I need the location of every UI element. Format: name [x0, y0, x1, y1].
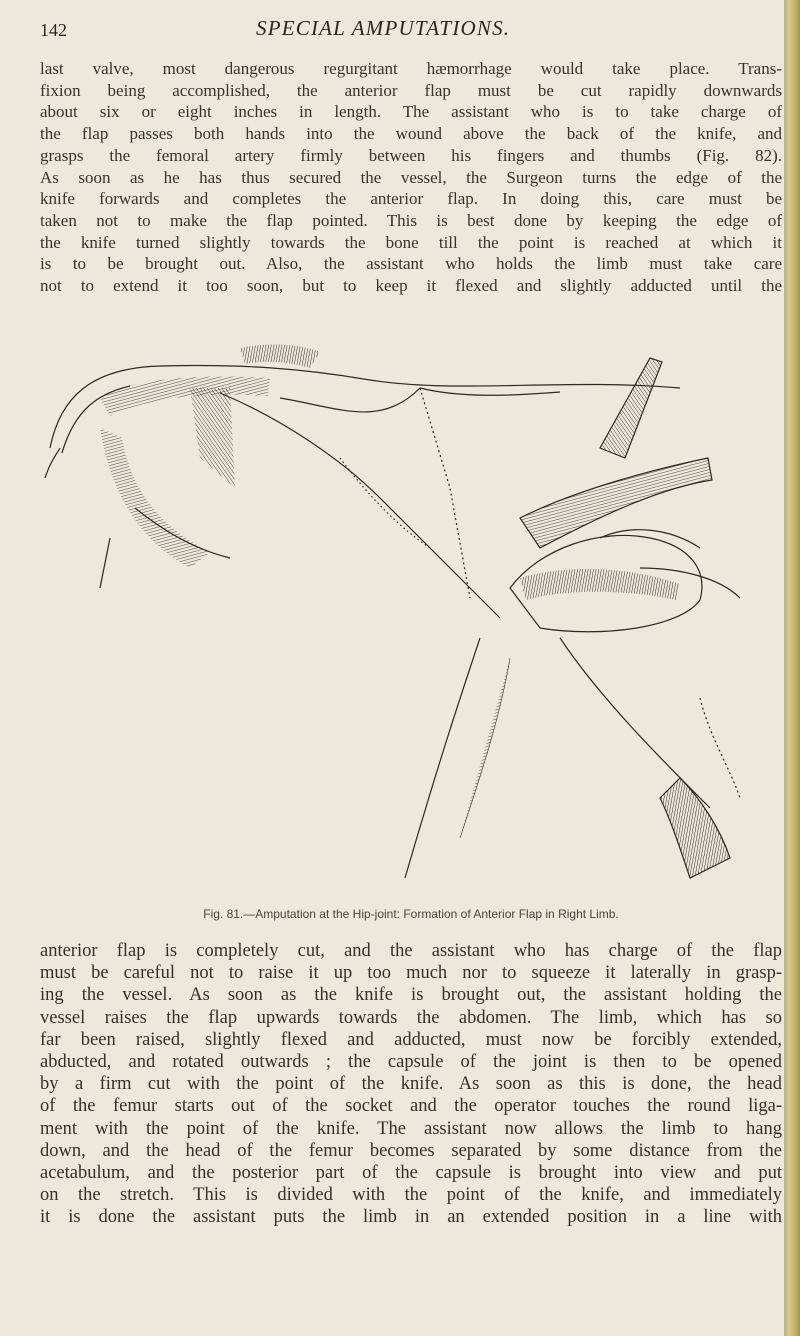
text-line: is to be brought out. Also, the assistant who holds the limb must take care — [40, 254, 782, 274]
text-line: not to extend it too soon, but to keep it flexed and slightly adducted until the — [40, 276, 782, 296]
text-line: vessel raises the flap upwards towards the abdomen. The limb, which has so — [40, 1007, 782, 1028]
text-line: by a firm cut with the point of the knife. As soon as this is done, the head — [40, 1074, 782, 1095]
text-line: far been raised, slightly flexed and adducted, must now be forcibly extended, — [40, 1029, 782, 1050]
text-line: of the femur starts out of the socket and the operator touches the round liga- — [40, 1096, 782, 1117]
text-line: must be careful not to raise it up too much nor to squeeze it laterally in grasp- — [40, 963, 782, 984]
text-line: it is done the assistant puts the limb in an extended position in a line with — [40, 1207, 782, 1228]
running-head: SPECIAL AMPUTATIONS. — [256, 16, 511, 40]
top-paragraph — [40, 58, 782, 297]
text-line: anterior flap is completely cut, and the assistant who has charge of the flap — [40, 941, 782, 961]
page-edge — [784, 0, 800, 1336]
text-line: the knife turned slightly towards the bone till the point is reached at which it — [40, 232, 782, 252]
page-header — [0, 14, 780, 44]
text-line: abducted, and rotated outwards ; the capsule of the joint is then to be opened — [40, 1052, 782, 1073]
text-line: knife forwards and completes the anterior flap. In doing this, care must be — [40, 189, 782, 209]
text-line: the flap passes both hands into the wound above the back of the knife, and — [40, 124, 782, 144]
text-line: down, and the head of the femur becomes separated by some distance from the — [40, 1140, 782, 1161]
text-line: As soon as he has thus secured the vessel, the Surgeon turns the edge of the — [40, 167, 782, 187]
text-line: last valve, most dangerous regurgitant hæmorrhage would take place. Trans- — [40, 59, 782, 78]
text-line: taken not to make the flap pointed. This is best done by keeping the edge of — [40, 210, 782, 230]
text-line: about six or eight inches in length. The assistant who is to take charge of — [40, 102, 782, 122]
text-line: grasps the femoral artery firmly between his fingers and thumbs (Fig. 82). — [40, 145, 782, 165]
text-line: on the stretch. This is divided with the point of the knife, and immediately — [40, 1185, 782, 1206]
figure-caption: Fig. 81.—Amputation at the Hip-joint: Formation of Anterior Flap in Right Limb. — [203, 907, 619, 921]
bottom-paragraph — [40, 940, 782, 1229]
page-number: 142 — [40, 20, 67, 40]
text-line: acetabulum, and the posterior part of the capsule is brought into view and put — [40, 1163, 782, 1184]
surgical-illustration — [40, 338, 782, 898]
text-line: ing the vessel. As soon as the knife is brought out, the assistant holding the — [40, 985, 782, 1006]
text-line: ment with the point of the knife. The assistant now allows the limb to hang — [40, 1118, 782, 1139]
text-line: fixion being accomplished, the anterior flap must be cut rapidly downwards — [40, 80, 782, 100]
